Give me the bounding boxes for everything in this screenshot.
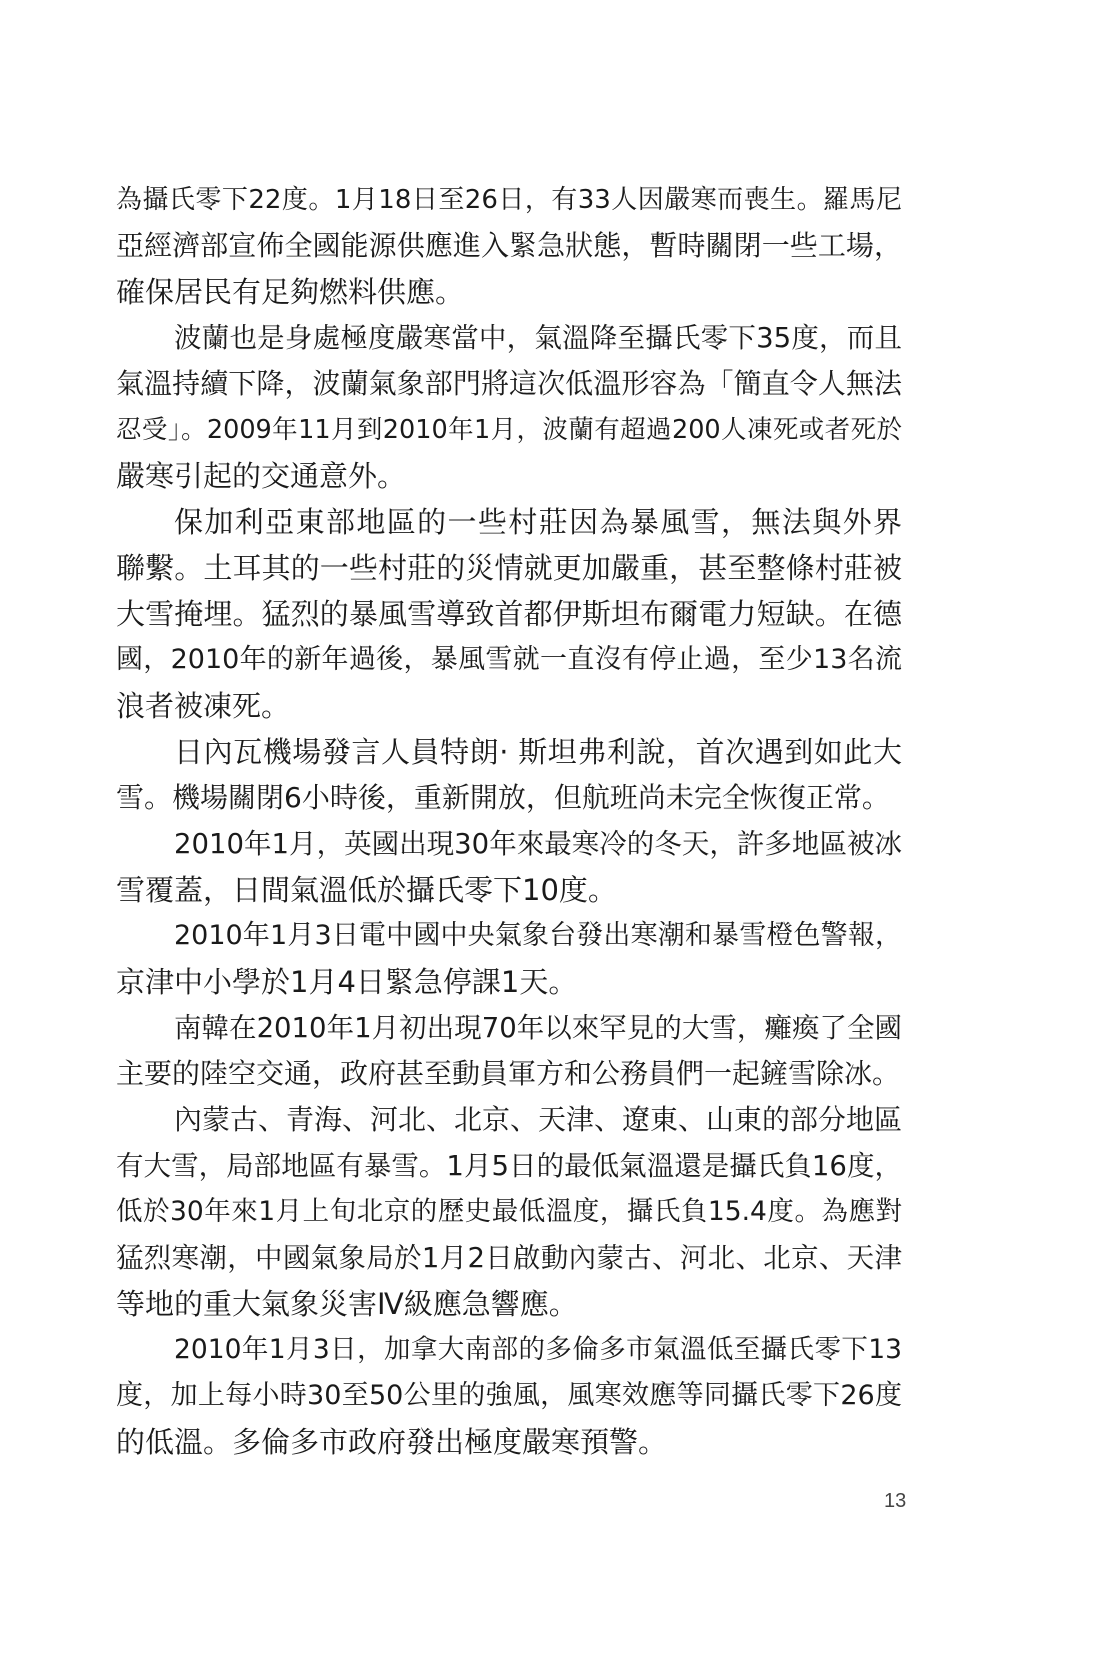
paragraph bbox=[116, 913, 902, 1005]
text-line: 嚴寒引起的交通意外。 bbox=[116, 459, 407, 493]
text-line: 大雪掩埋。猛烈的暴風雪導致首都伊斯坦布爾電力短缺。在德 bbox=[116, 597, 902, 631]
text-line: 南韓在2010年1月初出現70年以來罕見的大雪，癱瘓了全國 bbox=[174, 1012, 902, 1044]
paragraph bbox=[116, 1327, 902, 1465]
paragraph bbox=[116, 729, 902, 821]
body-text bbox=[116, 177, 902, 1465]
paragraph bbox=[116, 499, 902, 729]
text-line: 低於30年來1月上旬北京的歷史最低溫度，攝氏負15.4度。為應對 bbox=[116, 1196, 902, 1227]
text-line: 有大雪，局部地區有暴雪。1月5日的最低氣溫還是攝氏負16度， bbox=[116, 1150, 902, 1182]
text-line: 2010年1月，英國出現30年來最寒冷的冬天，許多地區被冰 bbox=[174, 828, 902, 860]
text-line: 度，加上每小時30至50公里的強風，風寒效應等同攝氏零下26度 bbox=[116, 1380, 902, 1411]
text-line: 保加利亞東部地區的一些村莊因為暴風雪，無法與外界 bbox=[174, 505, 902, 539]
text-line: 氣溫持續下降，波蘭氣象部門將這次低溫形容為「簡直令人無法 bbox=[116, 367, 902, 400]
paragraph bbox=[116, 1097, 902, 1327]
text-line: 浪者被凍死。 bbox=[116, 689, 291, 723]
text-line: 內蒙古、青海、河北、北京、天津、遼東、山東的部分地區 bbox=[174, 1103, 902, 1136]
text-line: 2010年1月3日電中國中央氣象台發出寒潮和暴雪橙色警報， bbox=[174, 920, 902, 951]
text-line: 忍受」。2009年11月到2010年1月，波蘭有超過200人凍死或者死於 bbox=[116, 415, 902, 445]
text-line: 京津中小學於1月4日緊急停課1天。 bbox=[116, 965, 578, 999]
text-line: 2010年1月3日，加拿大南部的多倫多市氣溫低至攝氏零下13 bbox=[174, 1334, 902, 1365]
text-line: 日內瓦機場發言人員特朗· 斯坦弗利說，首次遇到如此大 bbox=[174, 735, 902, 769]
text-line: 雪。機場關閉6小時後，重新開放，但航班尚未完全恢復正常。 bbox=[116, 781, 890, 814]
paragraph bbox=[116, 1005, 902, 1097]
paragraph bbox=[116, 177, 902, 315]
text-line: 的低溫。多倫多市政府發出極度嚴寒預警。 bbox=[116, 1425, 668, 1459]
paragraph bbox=[116, 315, 902, 499]
text-line: 聯繫。土耳其的一些村莊的災情就更加嚴重，甚至整條村莊被 bbox=[116, 551, 902, 585]
text-line: 國，2010年的新年過後，暴風雪就一直沒有停止過，至少13名流 bbox=[116, 644, 902, 675]
text-line: 等地的重大氣象災害Ⅳ級應急響應。 bbox=[116, 1287, 578, 1321]
text-line: 主要的陸空交通，政府甚至動員軍方和公務員們一起鏟雪除冰。 bbox=[116, 1057, 901, 1090]
text-line: 猛烈寒潮，中國氣象局於1月2日啟動內蒙古、河北、北京、天津 bbox=[116, 1242, 902, 1274]
text-line: 確保居民有足夠燃料供應。 bbox=[116, 275, 465, 309]
text-line: 波蘭也是身處極度嚴寒當中，氣溫降至攝氏零下35度，而且 bbox=[174, 322, 902, 354]
text-line: 亞經濟部宣佈全國能源供應進入緊急狀態，暫時關閉一些工場， bbox=[116, 229, 902, 262]
text-line: 雪覆蓋，日間氣溫低於攝氏零下10度。 bbox=[116, 873, 617, 907]
page-number: 13 bbox=[884, 1490, 907, 1512]
paragraph bbox=[116, 821, 902, 913]
text-line: 為攝氏零下22度。1月18日至26日，有33人因嚴寒而喪生。羅馬尼 bbox=[116, 185, 902, 215]
